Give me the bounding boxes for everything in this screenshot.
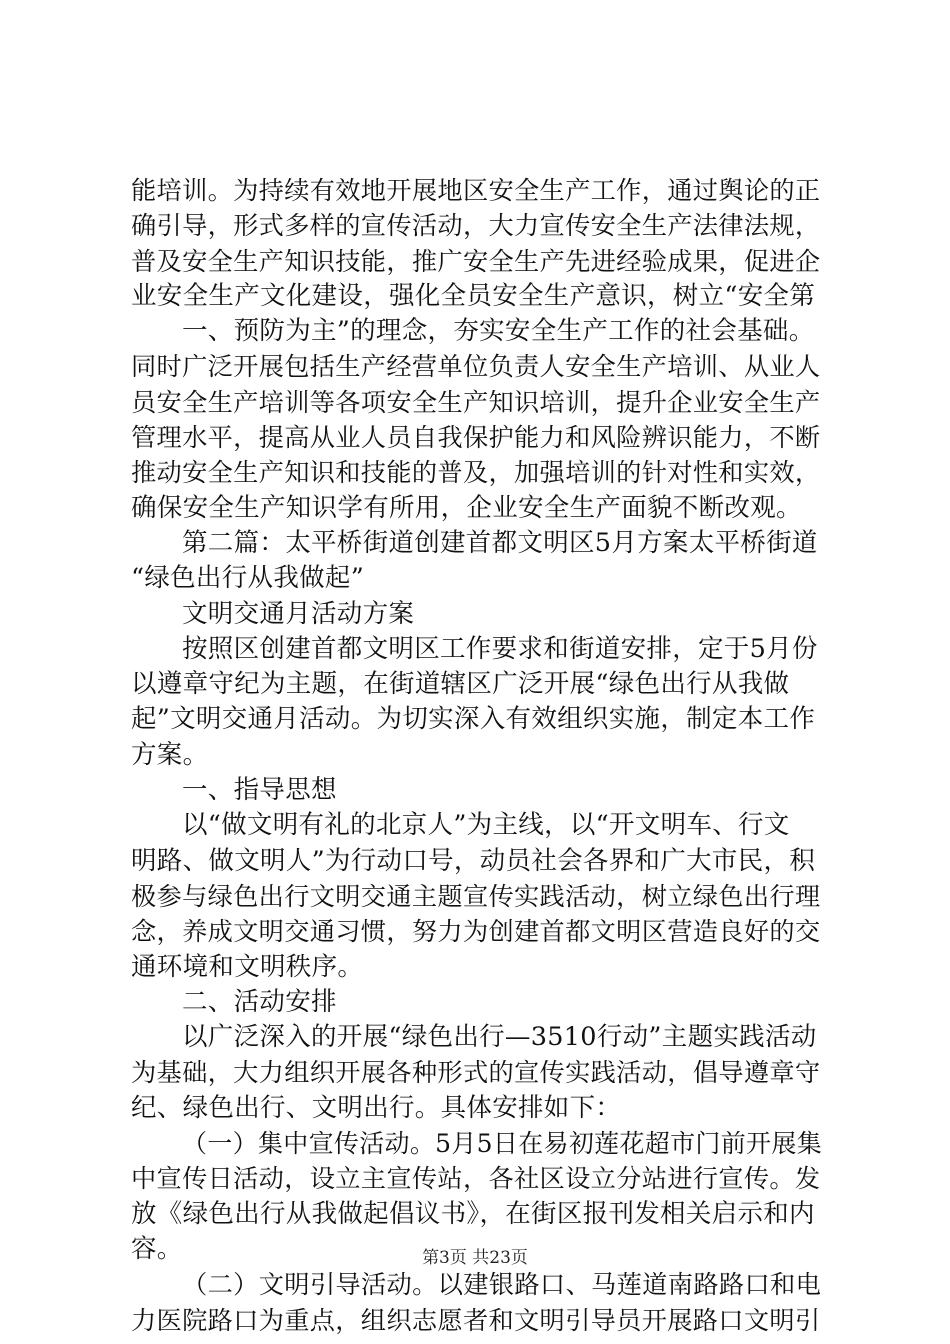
text-line: 明路、做文明人”为行动口号，动员社会各界和广大市民，积 — [131, 845, 816, 876]
text-line: 按照区创建首都文明区工作要求和街道安排，定于5月份 — [182, 633, 818, 664]
text-line: 方案。 — [131, 739, 209, 770]
text-line: 容。 — [131, 1233, 183, 1264]
text-line: 确保安全生产知识学有所用，企业安全生产面貌不断改观。 — [131, 492, 802, 523]
text-line: 通环境和文明秩序。 — [131, 951, 364, 982]
text-line: 文明交通月活动方案 — [182, 598, 415, 629]
text-line: 以遵章守纪为主题，在街道辖区广泛开展“绿色出行从我做 — [131, 669, 790, 700]
text-line: （一）集中宣传活动。5月5日在易初莲花超市门前开展集 — [182, 1129, 823, 1159]
text-line: 同时广泛开展包括生产经营单位负责人安全生产培训、从业人 — [131, 352, 821, 382]
text-line: 极参与绿色出行文明交通主题宣传实践活动，树立绿色出行理 — [131, 881, 821, 911]
text-line: 一、预防为主”的理念，夯实安全生产工作的社会基础。 — [182, 316, 815, 347]
text-line: 力医院路口为重点，组织志愿者和文明引导员开展路口文明引 — [131, 1305, 821, 1335]
document-body — [131, 173, 821, 1338]
text-line: 确引导，形式多样的宣传活动，大力宣传安全生产法律法规， — [131, 211, 821, 241]
text-line: 放《绿色出行从我做起倡议书》，在街区报刊发相关启示和内 — [131, 1198, 815, 1229]
text-line: 普及安全生产知识技能，推广安全生产先进经验成果，促进企 — [131, 246, 821, 276]
text-line: 起”文明交通月活动。为切实深入有效组织实施，制定本工作 — [131, 704, 816, 735]
text-line: 管理水平，提高从业人员自我保护能力和风险辨识能力，不断 — [131, 423, 821, 453]
page-footer: 第3页 共23页 — [422, 1248, 528, 1268]
text-line: “绿色出行从我做起” — [131, 563, 365, 594]
text-line: 能培训。为持续有效地开展地区安全生产工作，通过舆论的正 — [131, 176, 821, 205]
text-line: 为基础，大力组织开展各种形式的宣传实践活动，倡导遵章守 — [131, 1058, 821, 1088]
text-line: （二）文明引导活动。以建银路口、马莲道南路路口和电 — [182, 1270, 822, 1300]
text-line: 纪、绿色出行、文明出行。具体安排如下： — [131, 1092, 622, 1123]
text-line: 一、指导思想 — [182, 775, 337, 806]
text-line: 二、活动安排 — [182, 986, 337, 1017]
text-line: 念，养成文明交通习惯，努力为创建首都文明区营造良好的交 — [131, 917, 821, 947]
text-line: 中宣传日活动，设立主宣传站，各社区设立分站进行宣传。发 — [131, 1164, 821, 1194]
text-line: 推动安全生产知识和技能的普及，加强培训的针对性和实效， — [131, 458, 821, 488]
text-line: 以广泛深入的开展“绿色出行—3510行动”主题实践活动 — [182, 1022, 817, 1053]
text-line: 业安全生产文化建设，强化全员安全生产意识，树立“安全第 — [131, 280, 816, 311]
text-line: 以“做文明有礼的北京人”为主线，以“开文明车、行文 — [182, 810, 790, 841]
text-line: 员安全生产培训等各项安全生产知识培训，提升企业安全生产 — [131, 387, 821, 417]
text-line: 第二篇：太平桥街道创建首都文明区5月方案太平桥街道 — [182, 527, 818, 558]
